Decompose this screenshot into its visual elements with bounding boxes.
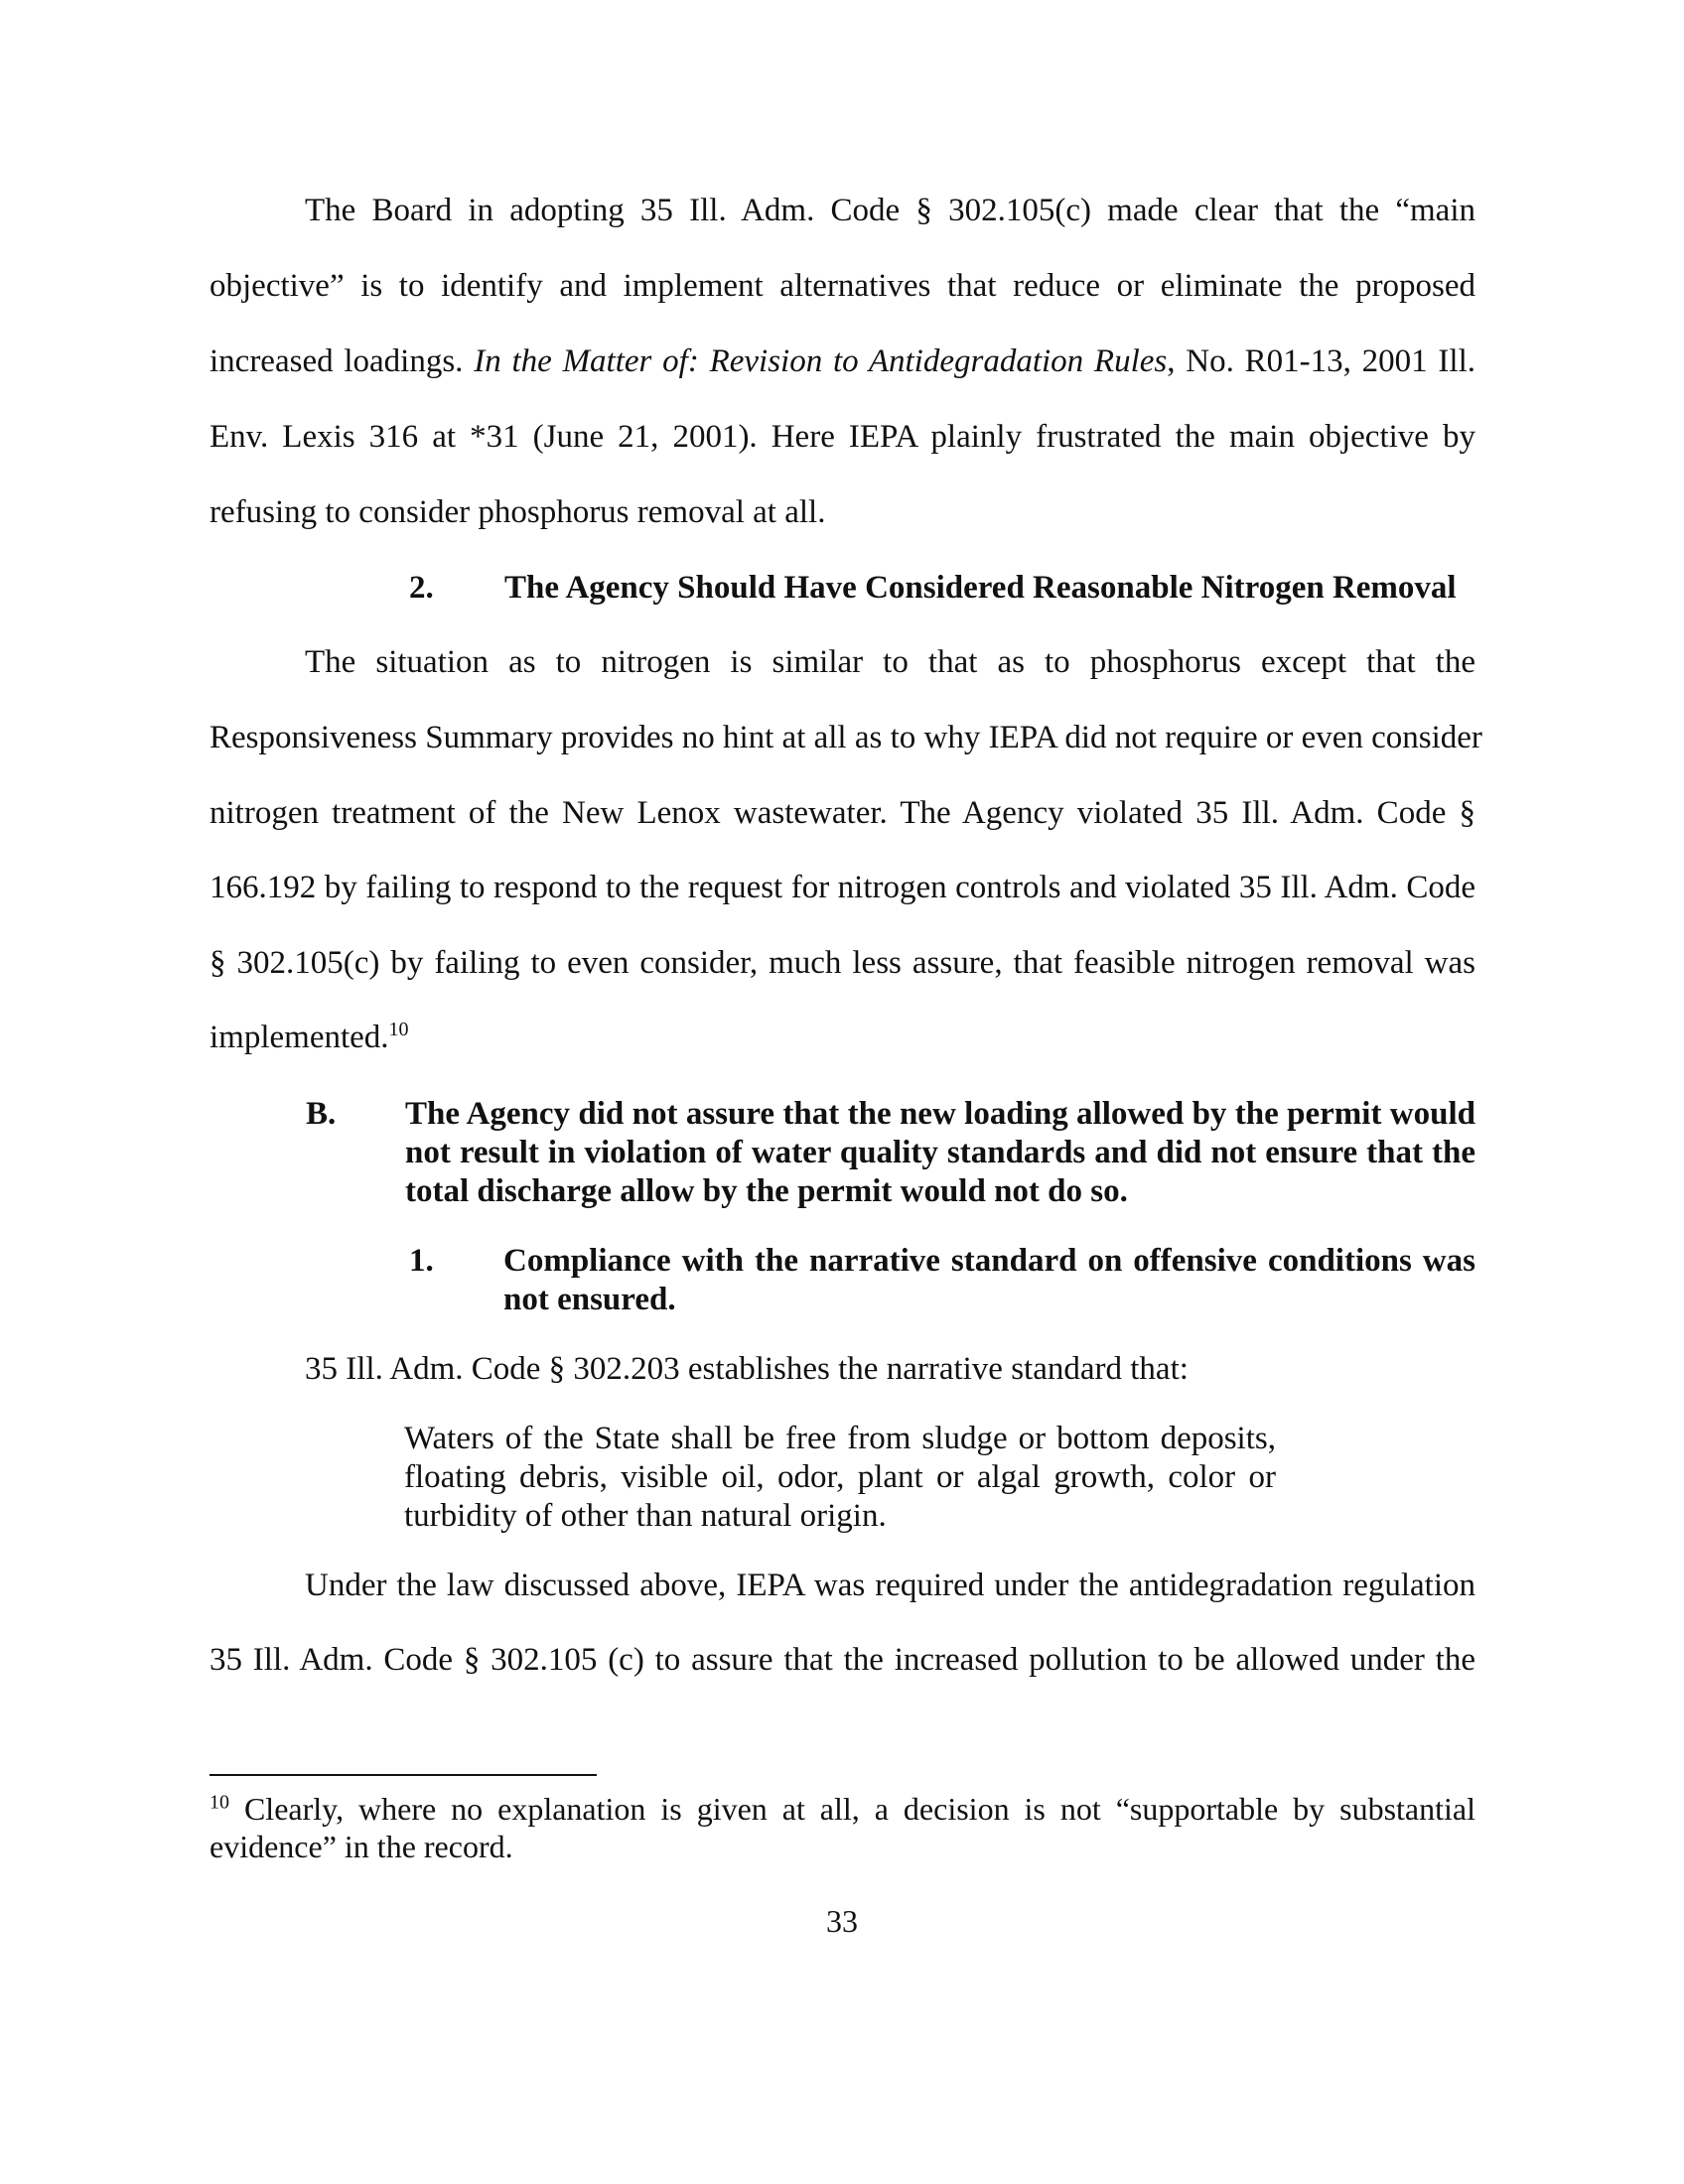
footnote-marker: 10: [210, 1791, 229, 1814]
paragraph-line: The situation as to nitrogen is similar to that as to phosphorus except that the: [305, 644, 1475, 680]
paragraph-line: 166.192 by failing to respond to the request for nitrogen controls and violated 35 Ill. Adm. Code: [210, 870, 1475, 905]
section-number: 2.: [409, 570, 434, 606]
paragraph-line: Under the law discussed above, IEPA was required under the antidegradation regulation: [305, 1568, 1475, 1603]
text-segment: increased loadings.: [210, 343, 475, 379]
section-heading-line: The Agency did not assure that the new loading allowed by the permit would: [405, 1096, 1475, 1132]
paragraph-line: nitrogen treatment of the New Lenox wastewater. The Agency violated 35 Ill. Adm. Code §: [210, 795, 1475, 831]
footnote-line: [210, 1789, 1475, 1829]
footnote-text: Clearly, where no explanation is given at all, a decision is not “supportable by substantial: [229, 1791, 1475, 1827]
page-number: 33: [826, 1903, 858, 1939]
paragraph-line: Responsiveness Summary provides no hint at all as to why IEPA did not require or even consider: [210, 720, 1482, 755]
subsection-number: 1.: [409, 1243, 434, 1279]
paragraph-line: 35 Ill. Adm. Code § 302.203 establishes the narrative standard that:: [305, 1351, 1189, 1387]
section-heading-line: not result in violation of water quality standards and did not ensure that the: [405, 1135, 1475, 1170]
text-segment: implemented.: [210, 1020, 389, 1055]
subsection-heading-line: Compliance with the narrative standard on offensive conditions was: [503, 1243, 1475, 1279]
section-letter: B.: [306, 1096, 337, 1132]
footnote-separator: [210, 1774, 597, 1776]
paragraph-line: refusing to consider phosphorus removal at all.: [210, 494, 826, 530]
block-quote-line: turbidity of other than natural origin.: [404, 1498, 887, 1534]
section-heading: The Agency Should Have Considered Reasonable Nitrogen Removal: [504, 570, 1457, 606]
text-segment: , No. R01-13, 2001 Ill.: [1167, 343, 1475, 379]
paragraph-line: The Board in adopting 35 Ill. Adm. Code § 302.105(c) made clear that the “main: [305, 193, 1475, 228]
section-heading-line: total discharge allow by the permit would not do so.: [405, 1173, 1128, 1209]
paragraph-line: § 302.105(c) by failing to even consider, much less assure, that feasible nitrogen removal was: [210, 945, 1475, 981]
block-quote-line: Waters of the State shall be free from sludge or bottom deposits,: [404, 1421, 1276, 1456]
paragraph-line: Env. Lexis 316 at *31 (June 21, 2001). Here IEPA plainly frustrated the main objective by: [210, 419, 1475, 455]
paragraph-line: 35 Ill. Adm. Code § 302.105 (c) to assure that the increased pollution to be allowed under the: [210, 1642, 1475, 1678]
block-quote-line: floating debris, visible oil, odor, plant or algal growth, color or: [404, 1459, 1276, 1495]
footnote-reference: 10: [388, 1019, 409, 1040]
paragraph-line: [210, 1018, 1475, 1057]
paragraph-line-with-citation: [210, 341, 1475, 381]
subsection-heading-line: not ensured.: [503, 1282, 676, 1317]
paragraph-line: objective” is to identify and implement alternatives that reduce or eliminate the proposed: [210, 268, 1475, 304]
case-citation: In the Matter of: Revision to Antidegradation Rules: [474, 343, 1168, 379]
footnote-line: evidence” in the record.: [210, 1829, 513, 1864]
